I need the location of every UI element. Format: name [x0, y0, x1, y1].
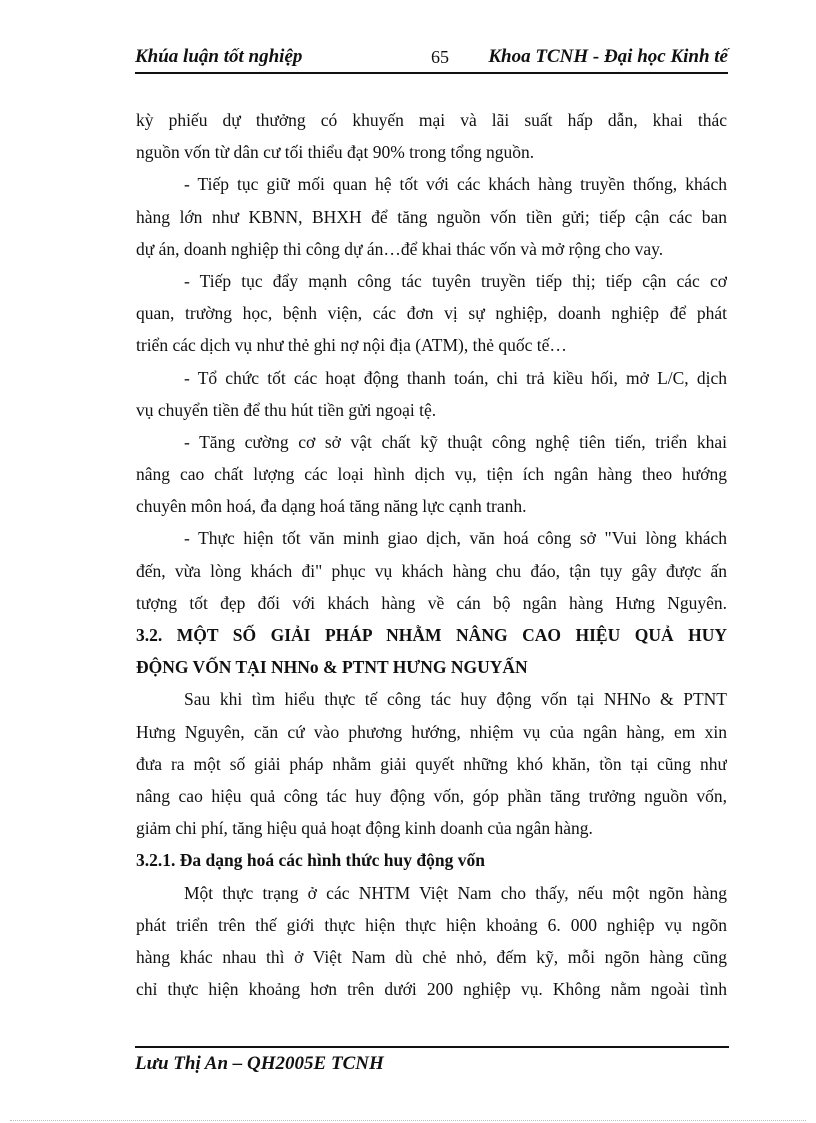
page-number: 65 [431, 47, 449, 67]
section-heading: ĐỘNG VỐN TẠI NHNo & PTNT HƯNG NGUYẤN [136, 657, 528, 678]
text-line: nâng cao hiệu quả công tác huy động vốn, góp phần tăng trưởng nguồn vốn, [136, 785, 727, 806]
page-edge-dotted-line [10, 1120, 806, 1121]
text-line: Một thực trạng ở các NHTM Việt Nam cho thấy, nếu một ngõn hàng [184, 882, 727, 903]
text-line: nâng cao chất lượng các loại hình dịch vụ, tiện ích ngân hàng theo hướng [136, 464, 727, 485]
document-body [136, 104, 727, 1005]
page-header [135, 46, 728, 74]
text-line: hàng khác nhau thì ở Việt Nam dù chẻ nhỏ, đếm kỹ, mỗi ngõn hàng cũng [136, 946, 727, 967]
text-line: đến, vừa lòng khách đi" phục vụ khách hàng chu đáo, tận tụy gây được ấn [136, 560, 727, 581]
text-line: Hưng Nguyên, căn cứ vào phương hướng, nhiệm vụ của ngân hàng, em xin [136, 721, 727, 742]
text-line: chỉ thực hiện khoảng hơn trên dưới 200 nghiệp vụ. Không nằm ngoài tình [136, 979, 727, 1000]
footer-divider [135, 1046, 729, 1048]
text-line: triển các dịch vụ như thẻ ghi nợ nội địa (ATM), thẻ quốc tế… [136, 335, 567, 356]
text-line: - Tăng cường cơ sở vật chất kỹ thuật công nghệ tiên tiến, triển khai [184, 431, 727, 452]
section-heading: 3.2. MỘT SỐ GIẢI PHÁP NHẰM NÂNG CAO HIỆU QUẢ HUY [136, 625, 727, 645]
page-footer-author: Lưu Thị An – QH2005E TCNH [135, 1053, 384, 1074]
text-line: - Thực hiện tốt văn minh giao dịch, văn hoá công sở "Vui lòng khách [184, 528, 727, 549]
subsection-heading: 3.2.1. Đa dạng hoá các hình thức huy động vốn [136, 850, 485, 871]
text-line: giảm chi phí, tăng hiệu quả hoạt động kinh doanh của ngân hàng. [136, 818, 593, 839]
text-line: - Tiếp tục giữ mối quan hệ tốt với các khách hàng truyền thống, khách [184, 174, 727, 195]
text-line: phát triển trên thế giới thực hiện thực hiện khoảng 6. 000 nghiệp vụ ngõn [136, 914, 727, 935]
header-faculty: Khoa TCNH - Đại học Kinh tế [488, 46, 728, 67]
text-line: quan, trường học, bệnh viện, các đơn vị sự nghiệp, doanh nghiệp để phát [136, 303, 727, 324]
text-line: - Tổ chức tốt các hoạt động thanh toán, chi trả kiều hối, mở L/C, dịch [184, 367, 727, 388]
text-line: - Tiếp tục đẩy mạnh công tác tuyên truyền tiếp thị; tiếp cận các cơ [184, 270, 727, 291]
text-line: chuyên môn hoá, đa dạng hoá tăng năng lực cạnh tranh. [136, 496, 527, 517]
header-thesis-title: Khúa luận tốt nghiệp [135, 46, 303, 67]
text-line: vụ chuyển tiền để thu hút tiền gửi ngoại tệ. [136, 399, 437, 420]
text-line: đưa ra một số giải pháp nhằm giải quyết những khó khăn, tồn tại cũng như [136, 753, 727, 774]
text-line: dự án, doanh nghiệp thi công dự án…để khai thác vốn và mở rộng cho vay. [136, 238, 664, 259]
text-line: kỳ phiếu dự thưởng có khuyến mại và lãi suất hấp dẫn, khai thác [136, 110, 727, 130]
text-line: Sau khi tìm hiểu thực tế công tác huy động vốn tại NHNo & PTNT [184, 689, 727, 710]
text-line: tượng tốt đẹp đối với khách hàng về cán bộ ngân hàng Hưng Nguyên. [136, 592, 727, 613]
text-line: nguồn vốn từ dân cư tối thiểu đạt 90% trong tổng nguồn. [136, 142, 535, 163]
text-line: hàng lớn như KBNN, BHXH để tăng nguồn vốn tiền gửi; tiếp cận các ban [136, 206, 727, 227]
